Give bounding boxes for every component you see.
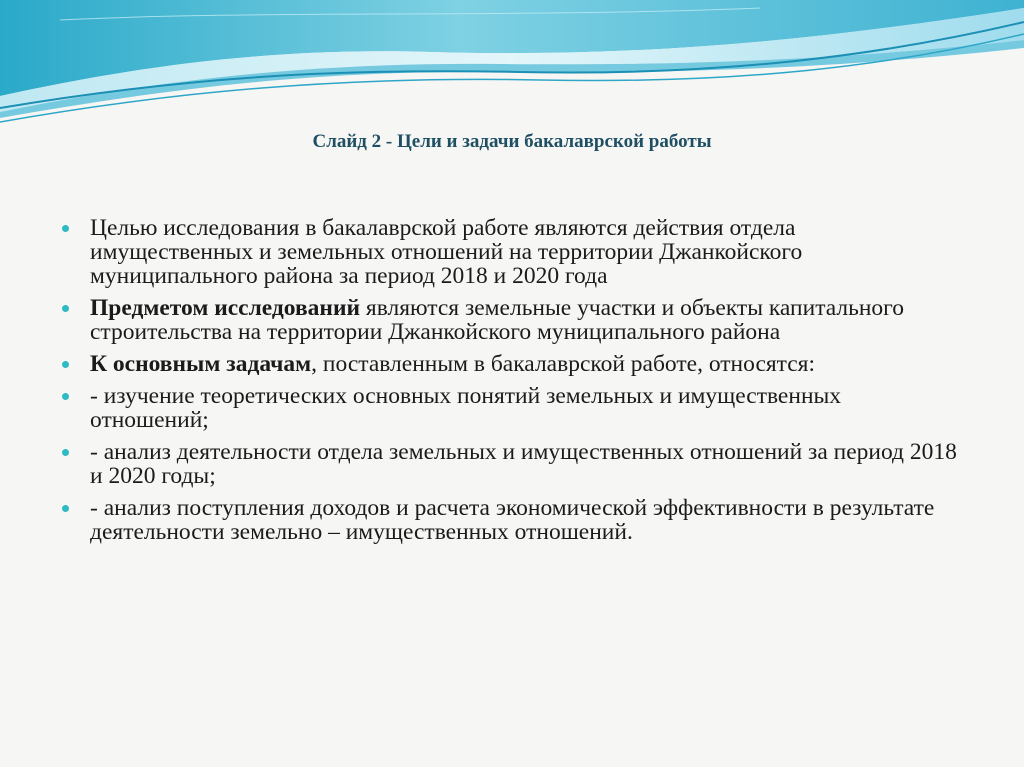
bullet-dot-icon [62,449,69,456]
bullet-lead: Предметом исследований [90,295,361,321]
bullet-dot-icon [62,225,69,232]
list-item [62,384,962,432]
bullet-text: - изучение теоретических основных понятий земельных и имущественных отношений; [90,383,842,433]
bullet-text: являются земельные участки и объекты капитального строительства на территории Джанкойского муниципального района [90,295,904,345]
list-item [62,352,962,376]
bullet-list [62,216,962,552]
list-item [62,440,962,488]
bullet-text: Целью исследования в бакалаврской работе являются действия отдела имущественных и земельных отношений на территории Джанкойского муниципального района за период 2018 и 2020 года [90,215,803,289]
bullet-text: , поставленным в бакалаврской работе, относятся: [311,351,816,377]
list-item [62,496,962,544]
wave-decoration [0,0,1024,130]
bullet-lead: К основным задачам [90,351,312,377]
slide-title: Слайд 2 - Цели и задачи бакалаврской работы [312,131,712,152]
list-item [62,296,962,344]
bullet-dot-icon [62,361,69,368]
list-item [62,216,962,288]
bullet-dot-icon [62,505,69,512]
bullet-dot-icon [62,305,69,312]
bullet-text: - анализ деятельности отдела земельных и имущественных отношений за период 2018 и 2020 годы; [90,439,957,489]
bullet-text: - анализ поступления доходов и расчета экономической эффективности в результате деятельности земельно – имущественных отношений. [90,495,935,545]
bullet-dot-icon [62,393,69,400]
